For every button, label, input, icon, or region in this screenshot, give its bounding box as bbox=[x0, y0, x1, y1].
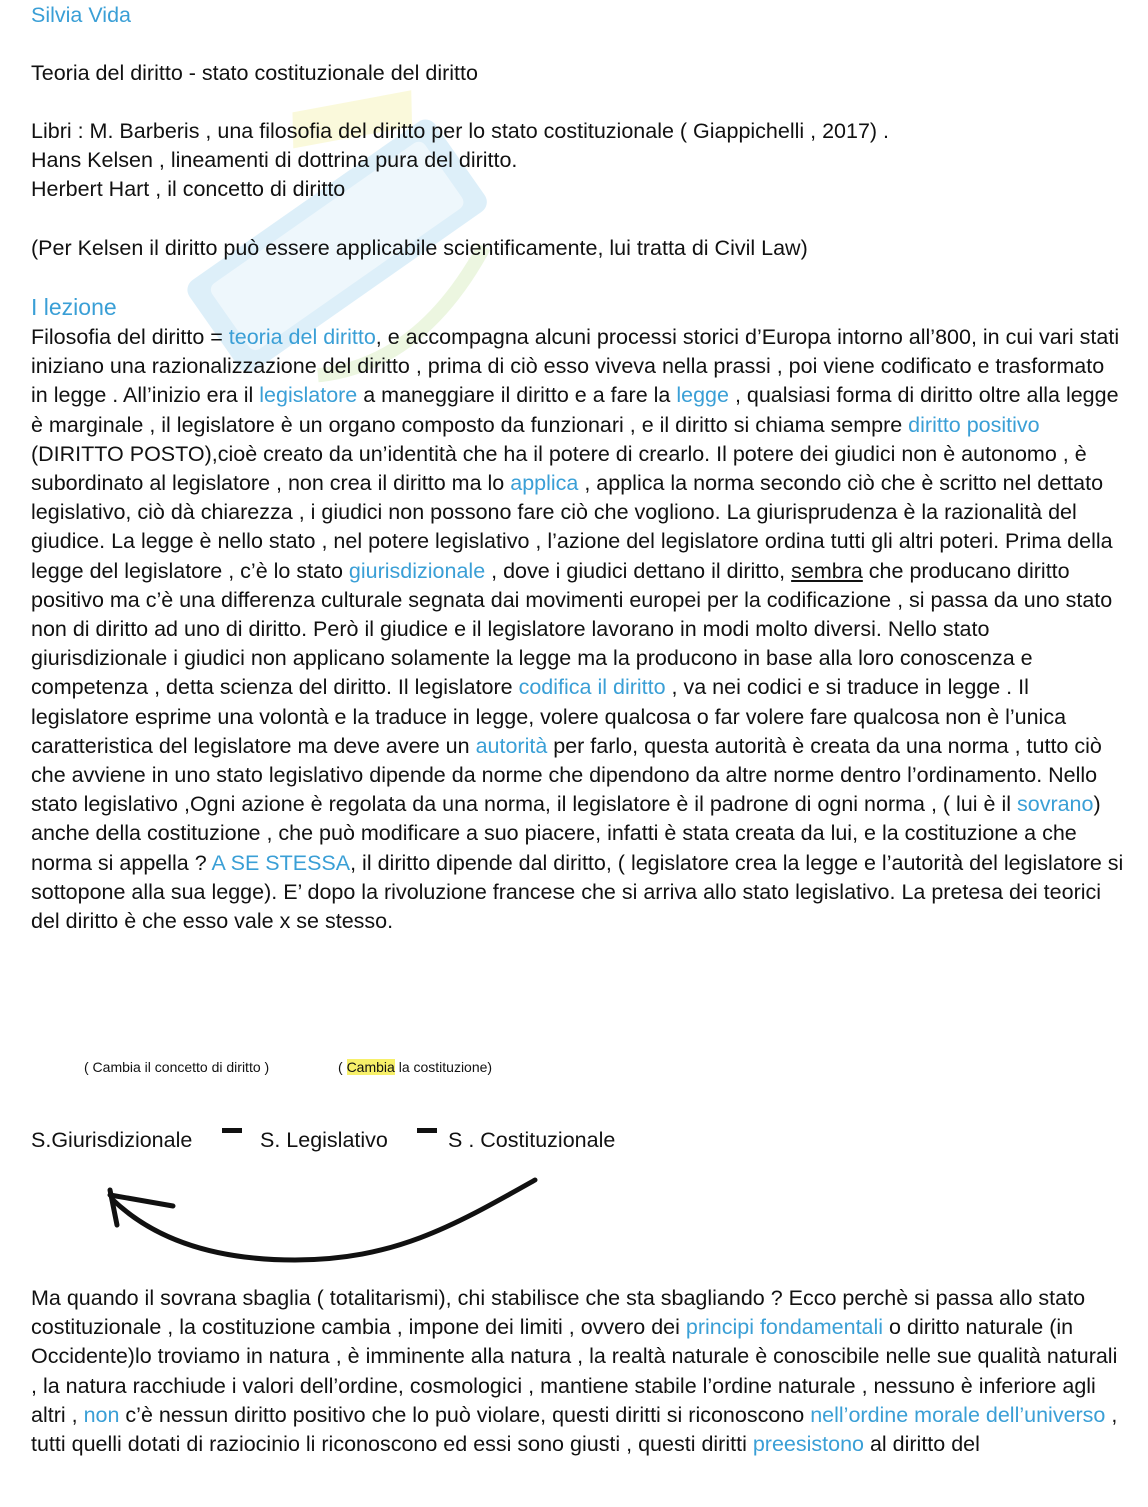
book-2: Hans Kelsen , lineamenti di dottrina pura del diritto. bbox=[31, 148, 518, 172]
diagram-note-2: ( Cambia la costituzione) bbox=[338, 1059, 493, 1075]
author-name: Silvia Vida bbox=[31, 3, 131, 27]
stage-legislativo: S. Legislativo bbox=[260, 1128, 388, 1152]
stage-costituzionale: S . Costituzionale bbox=[448, 1128, 616, 1152]
lesson-paragraph: Filosofia del diritto = teoria del diritto, e accompagna alcuni processi storici d’Europa intorno all’800, in cui vari stati iniziano una razionalizzazione del diritto , prima di ciò esso viveva nella prassi , poi viene codificato e trasformato in legge . All’inizio era il legislatore a maneggiare il diritto e a fare la legge , qualsiasi forma di diritto oltre alla legge è marginale , il legislatore è un organo composto da funzionari , e il diritto si chiama sempre diritto positivo (DIRITTO POSTO),cioè creato da un’identità che ha il potere di crearlo. Il potere dei giudici non è autonomo , è subordinato al legislatore , non crea il diritto ma lo applica , applica la norma secondo ciò che è scritto nel dettato legislativo, ciò dà chiarezza , i giudici non possono fare ciò che vogliono. La giurisprudenza è la razionalità del giudice. La legge è nello stato , nel potere legislativo , l’azione del legislatore ordina tutti gli altri poteri. Prima della legge del legislatore , c’è lo stato giurisdizionale , dove i giudici dettano il diritto, sembra che producano diritto positivo ma c’è una differenza culturale segnata dai movimenti europei per la codificazione , si passa da uno stato non di diritto ad uno di diritto. Però il giudice e il legislatore lavorano in modi molto diversi. Nello stato giurisdizionale i giudici non applicano solamente la legge ma la producono in base alla loro conoscenza e competenza , detta scienza del diritto. Il legislatore codifica il diritto , va nei codici e si traduce in legge . Il legislatore esprime una volontà e la traduce in legge, volere qualcosa o far volere fare qualcosa non è l’unica caratteristica del legislatore ma deve avere un autorità per farlo, questa autorità è creata da una norma , tutto ciò che avviene in uno stato legislativo dipende da norme che dipendono da altre norme dentro l’ordinamento. Nello stato legislativo ,Ogni azione è regolata da una norma, il legislatore è il padrone di ogni norma , ( lui è il sovrano) anche della costituzione , che può modificare a suo piacere, infatti è stata creata da lui, e la costituzione a che norma si appella ? A SE STESSA, il diritto dipende dal diritto, ( legislatore crea la legge e l’autorità del legislatore si sottopone alla sua legge). E’ dopo la rivoluzione francese che si arriva allo stato legislativo. La pretesa dei teorici del diritto è che esso vale x se stesso. bbox=[31, 325, 1124, 934]
stage-dash-2 bbox=[417, 1128, 437, 1133]
stage-giurisdizionale: S.Giurisdizionale bbox=[31, 1128, 193, 1152]
diagram-note-1: ( Cambia il concetto di diritto ) bbox=[84, 1059, 270, 1075]
lesson-heading: I lezione bbox=[31, 294, 117, 320]
book-3: Herbert Hart , il concetto di diritto bbox=[31, 177, 346, 201]
book-1: Libri : M. Barberis , una filosofia del diritto per lo stato costituzionale ( Giappichelli , 2017) . bbox=[31, 119, 890, 143]
curved-arrow-icon bbox=[95, 1170, 555, 1270]
kelsen-note: (Per Kelsen il diritto può essere applicabile scientificamente, lui tratta di Civil Law) bbox=[31, 236, 808, 260]
constitutional-paragraph: Ma quando il sovrana sbaglia ( totalitarismi), chi stabilisce che sta sbagliando ? Ecco perchè si passa allo stato costituzionale , la costituzione cambia , impone dei limiti , ovvero dei principi fondamentali o diritto naturale (in Occidente)lo troviamo in natura , è imminente alla natura , la realtà naturale è conoscibile nelle sue qualità naturali , la natura racchiude i valori dell’ordine, cosmologici , mantiene stabile l’ordine naturale , nessuno è inferiore agli altri , non c’è nessun diritto positivo che lo può violare, questi diritti si riconoscono nell’ordine morale dell’universo , tutti quelli dotati di raziocinio li riconoscono ed essi sono giusti , questi diritti preesistono al diritto del bbox=[31, 1286, 1118, 1457]
course-title: Teoria del diritto - stato costituzionale del diritto bbox=[31, 61, 478, 85]
stage-dash-1 bbox=[222, 1128, 242, 1133]
